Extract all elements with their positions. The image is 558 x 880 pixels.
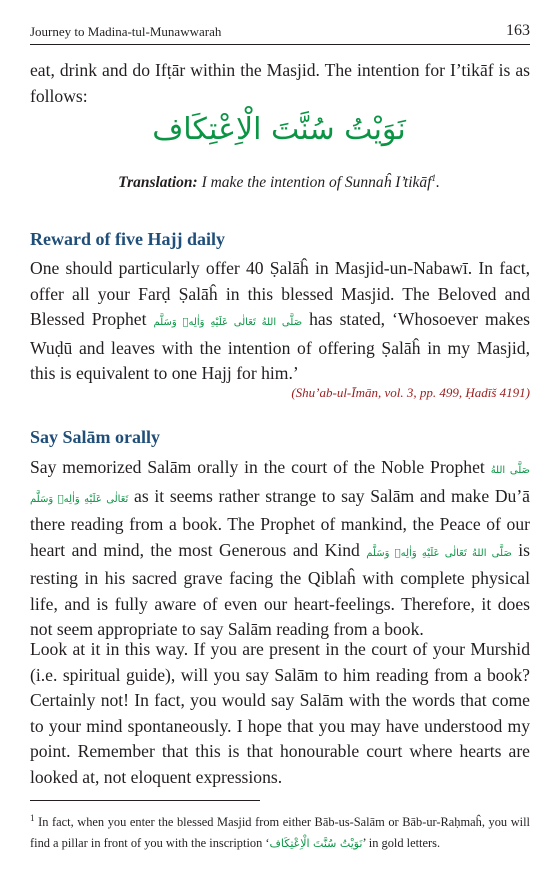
reward-paragraph — [30, 256, 530, 387]
hadith-citation: (Shu’ab-ul-Īmān, vol. 3, pp. 499, Ḥadīš 4191) — [291, 385, 530, 400]
translation-label: Translation: — [118, 174, 198, 191]
footnote-text-b: ’ in gold letters. — [362, 836, 441, 850]
translation-line: Translation: I make the intention of Sunnaĥ I’tikāf$^1$. — [118, 172, 440, 191]
footnote-mark: 1 — [30, 812, 35, 823]
section-heading-salam: Say Salām orally — [30, 427, 161, 447]
translation-text: I make the intention of Sunnaĥ I’tikāf — [197, 174, 432, 191]
salam-text-a: Say memorized Salām orally in the court of the Noble Prophet — [30, 457, 491, 477]
footnote-divider — [30, 800, 260, 801]
salam-text-c: is resting in his sacred grave facing the Qiblaĥ with complete physical life, and is fully aware of even our heart-feelings. Therefore, it does not seem appropriate to say Salām reading from a book. — [30, 539, 530, 639]
footnote-text-a: In fact, when you enter the blessed Masjid from either Bāb-us-Salām or Bāb-ur-Raḥmaĥ, you will find a pillar in front of you with the inscription ‘ — [30, 815, 530, 850]
footnote — [30, 812, 530, 854]
salutation-calligraphy: صَلَّى اللهُ تَعَالٰى عَلَيْهِ وَاٰلِهٖ وَسَلَّم — [366, 547, 512, 559]
salam-text-b: as it seems rather strange to say Salām and make Du’ā there reading from a book. The Prophet of mankind, the Peace of our heart and mind, the most Generous and Kind — [30, 485, 530, 560]
intro-paragraph: eat, drink and do Ifṭār within the Masjid. The intention for I’tikāf is as follows: — [30, 60, 530, 106]
reward-text-b: has stated, ‘Whosoever makes Wuḍū and leaves with the intention of offering Ṣalāĥ in my Masjid, this is equivalent to one Hajj for him.’ — [30, 309, 530, 383]
salutation-calligraphy: صَلَّى اللهُ تَعَالٰى عَلَيْهِ وَاٰلِهٖ وَسَلَّم — [153, 317, 303, 328]
page-number: 163 — [506, 22, 530, 39]
salam-paragraph-2: Look at it in this way. If you are present in the court of your Murshid (i.e. spiritual guide), will you say Salām to him reading from a book? Certainly not! In fact, you would say Salām with the words that come to your mind spontaneously. I hope that you may have understood my point. Remember that this is that honourable court where hearts are looked at, not eloquent expressions. — [30, 639, 530, 787]
footnote-arabic-inscription: نَوَيْتُ سُنَّتَ الْاِعْتِكَاف — [269, 837, 363, 850]
salam-paragraph-1 — [30, 455, 530, 643]
header-title: Journey to Madina-tul-Munawwarah — [30, 24, 222, 39]
reward-text-a: One should particularly offer 40 Ṣalāĥ in Masjid-un-Nabawī. In fact, offer all your Farḍ Ṣalāĥ in this blessed Masjid. The Beloved and Blessed Prophet — [30, 258, 530, 329]
intention-arabic-verse: نَوَيْتُ سُنَّتَ الْاِعْتِكَاف — [152, 112, 406, 147]
footnote-reference[interactable]: 1 — [431, 172, 436, 183]
section-heading-reward: Reward of five Hajj daily — [30, 229, 225, 249]
running-header — [30, 22, 530, 45]
salutation-calligraphy: صَلَّى اللهُ تَعَالٰى عَلَيْهِ وَاٰلِهٖ وَسَلَّم — [30, 465, 531, 505]
